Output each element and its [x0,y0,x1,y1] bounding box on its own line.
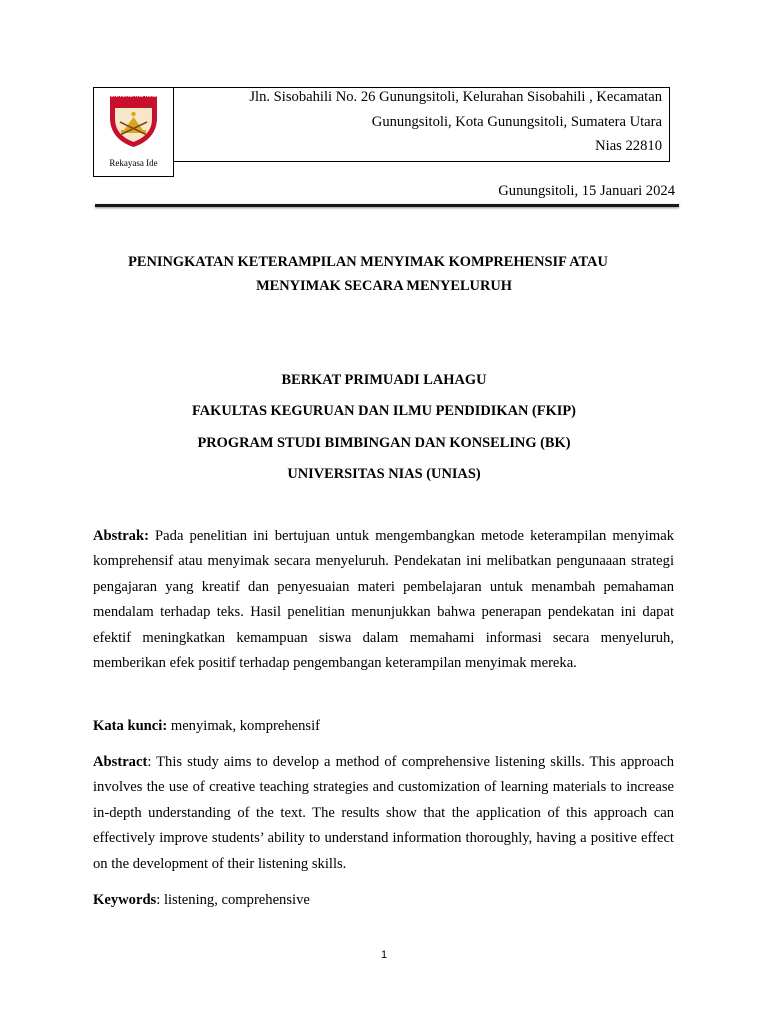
abstrak-paragraph [93,524,674,676]
keywords-label: Keywords [93,892,157,908]
address-box [174,87,670,162]
keywords-text: : listening, comprehensive [156,892,310,908]
header-divider [95,204,679,207]
author-university: UNIVERSITAS NIAS (UNIAS) [287,466,481,482]
keywords-paragraph [93,888,674,913]
kata-kunci-paragraph [93,714,674,739]
abstrak-text: Pada penelitian ini bertujuan untuk mengembangkan metode keterampilan menyimak komprehensif atau menyimak secara menyeluruh. Pendekatan ini melibatkan pengunaaan strategi pengajaran yang kreatif dan penyesuaian materi pembelajaran untuk menambah pemahaman mendalam terhadap teks. Hasil penelitian menunjukkan bahwa penerapan pendekatan ini dapat efektif meningkatkan kemampuan siswa dalam memahami informasi secara menyeluruh, memberikan efek positif terhadap pengembangan keterampilan menyimak mereka. [93,528,674,672]
svg-text:UNIVERSITAS NIAS: UNIVERSITAS NIAS [110,93,157,99]
abstract-label: Abstract [93,754,148,770]
logo-caption: Rekayasa Ide [109,158,158,168]
kata-kunci-text: menyimak, komprehensif [167,718,320,734]
paper-title-line-1: PENINGKATAN KETERAMPILAN MENYIMAK KOMPREHENSIF ATAU [128,254,608,270]
address-line-3: Nias 22810 [595,138,662,154]
author-name: BERKAT PRIMUADI LAHAGU [281,372,487,388]
page-number: 1 [380,949,388,961]
university-logo-box [93,87,174,177]
address-line-1: Jln. Sisobahili No. 26 Gunungsitoli, Kelurahan Sisobahili , Kecamatan [249,89,662,105]
kata-kunci-label: Kata kunci: [93,718,168,734]
address-line-2: Gunungsitoli, Kota Gunungsitoli, Sumatera Utara [371,114,662,130]
abstrak-label: Abstrak: [93,528,149,544]
document-date: Gunungsitoli, 15 Januari 2024 [498,183,675,199]
paper-title-line-2: MENYIMAK SECARA MENYELURUH [256,278,512,294]
abstract-text: : This study aims to develop a method of comprehensive listening skills. This approach involves the use of creative teaching strategies and customization of learning materials to increase in-depth understanding of the text. The results show that the application of this approach can effectively improve students’ ability to understand information thoroughly, having a positive effect on the development of their listening skills. [93,754,674,872]
abstract-paragraph [93,750,674,877]
author-program: PROGRAM STUDI BIMBINGAN DAN KONSELING (BK) [197,435,571,451]
author-faculty: FAKULTAS KEGURUAN DAN ILMU PENDIDIKAN (FKIP) [192,403,576,419]
logo-text-mark [106,92,161,104]
